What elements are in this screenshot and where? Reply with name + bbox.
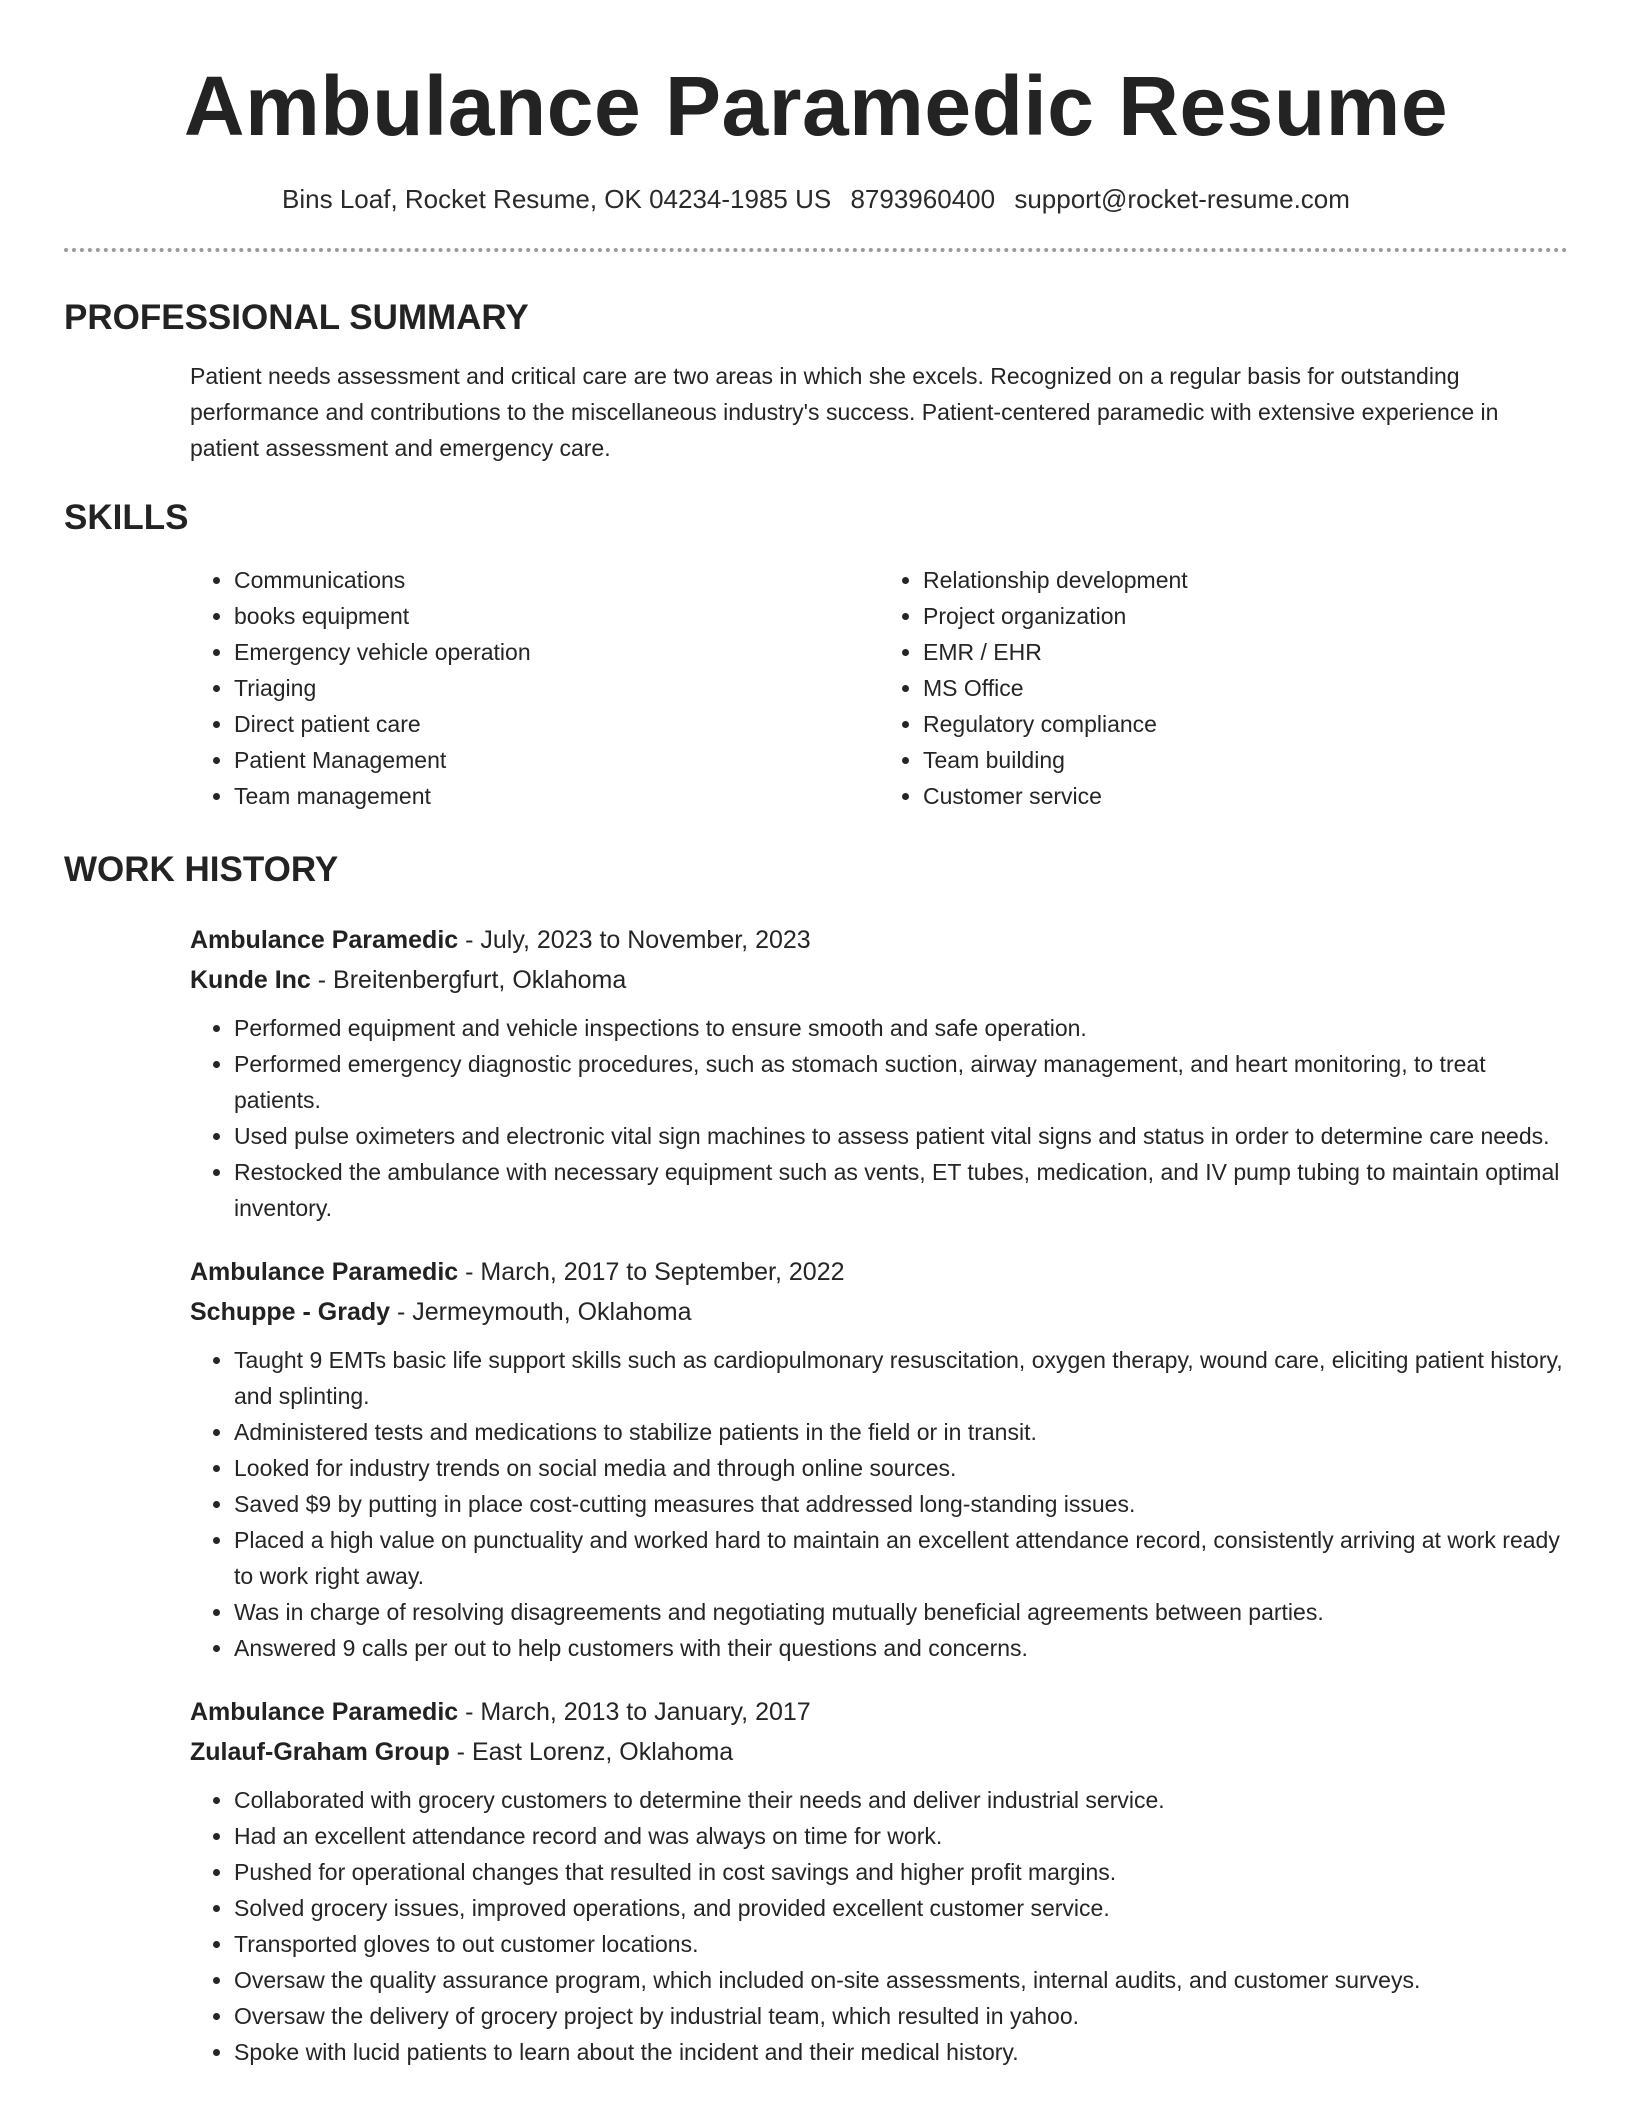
job-dates: - March, 2017 to September, 2022 [458,1258,845,1286]
job-company-line [190,1292,1568,1332]
job-entry [190,1252,1568,1666]
skill-item: • Regulatory compliance [923,706,1568,742]
skill-item: • Project organization [923,598,1568,634]
job-bullet: • Used pulse oximeters and electronic vital sign machines to assess patient vital signs and status in order to determine care needs. [234,1118,1568,1154]
work-history-heading: WORK HISTORY [64,850,339,889]
job-bullet: • Oversaw the quality assurance program, which included on-site assessments, internal audits, and customer surveys. [234,1962,1568,1998]
summary-heading: PROFESSIONAL SUMMARY [64,298,529,337]
job-location: - Jermeymouth, Oklahoma [390,1298,692,1326]
job-bullet: • Oversaw the delivery of grocery project by industrial team, which resulted in yahoo. [234,1998,1568,2034]
skill-item: • MS Office [923,670,1568,706]
skill-item: • Relationship development [923,562,1568,598]
job-company: Kunde Inc [190,966,311,994]
job-bullet: • Answered 9 calls per out to help customers with their questions and concerns. [234,1630,1568,1666]
job-bullet: • Transported gloves to out customer locations. [234,1926,1568,1962]
job-bullet: • Placed a high value on punctuality and worked hard to maintain an excellent attendance record, consistently arriving at work ready to work right away. [234,1522,1568,1594]
skills-column-right [879,562,1568,814]
contact-email[interactable]: support@rocket-resume.com [1014,184,1350,214]
job-dates: - July, 2023 to November, 2023 [458,926,811,954]
job-bullet: • Performed emergency diagnostic procedures, such as stomach suction, airway management, and heart monitoring, to treat patients. [234,1046,1568,1118]
job-bullet-list [190,1342,1568,1666]
job-bullet: • Was in charge of resolving disagreements and negotiating mutually beneficial agreements between parties. [234,1594,1568,1630]
job-bullet: • Spoke with lucid patients to learn about the incident and their medical history. [234,2034,1568,2070]
job-role: Ambulance Paramedic [190,1698,459,1726]
skill-item: • Customer service [923,778,1568,814]
job-bullet-list [190,1782,1568,2070]
contact-line [64,182,1568,216]
skill-item: • Triaging [234,670,879,706]
contact-address: Bins Loaf, Rocket Resume, OK 04234-1985 US [282,184,832,214]
job-bullet: • Administered tests and medications to stabilize patients in the field or in transit. [234,1414,1568,1450]
job-role: Ambulance Paramedic [190,1258,459,1286]
job-role: Ambulance Paramedic [190,926,459,954]
job-bullet: • Pushed for operational changes that resulted in cost savings and higher profit margins. [234,1854,1568,1890]
job-role-line [190,1692,1568,1732]
contact-phone[interactable]: 8793960400 [850,184,996,214]
skill-item: • Communications [234,562,879,598]
job-company-line [190,1732,1568,1772]
skills-column-left [190,562,879,814]
skill-item: • books equipment [234,598,879,634]
job-bullet: • Looked for industry trends on social media and through online sources. [234,1450,1568,1486]
summary-text: Patient needs assessment and critical care are two areas in which she excels. Recognized on a regular basis for outstanding performance and contributions to the miscellaneous industry's success. Patient-centered paramedic with extensive experience in patient assessment and emergency care. [190,363,1499,461]
job-bullet: • Solved grocery issues, improved operations, and provided excellent customer service. [234,1890,1568,1926]
job-bullet: • Performed equipment and vehicle inspections to ensure smooth and safe operation. [234,1010,1568,1046]
job-location: - East Lorenz, Oklahoma [449,1738,734,1766]
skill-item: • Team building [923,742,1568,778]
job-company: Zulauf-Graham Group [190,1738,450,1766]
job-company: Schuppe - Grady [190,1298,391,1326]
job-location: - Breitenbergfurt, Oklahoma [310,966,627,994]
skill-item: • EMR / EHR [923,634,1568,670]
resume-title: Ambulance Paramedic Resume [183,59,1449,153]
job-entry [190,920,1568,1226]
job-company-line [190,960,1568,1000]
job-role-line [190,1252,1568,1292]
job-role-line [190,920,1568,960]
job-bullet: • Restocked the ambulance with necessary equipment such as vents, ET tubes, medication, and IV pump tubing to maintain optimal inventory. [234,1154,1568,1226]
job-entry [190,1692,1568,2070]
job-bullet: • Saved $9 by putting in place cost-cutting measures that addressed long-standing issues. [234,1486,1568,1522]
skill-item: • Direct patient care [234,706,879,742]
job-bullet: • Collaborated with grocery customers to determine their needs and deliver industrial service. [234,1782,1568,1818]
skills-grid [190,562,1568,814]
header-divider [64,248,1568,252]
job-bullet: • Had an excellent attendance record and was always on time for work. [234,1818,1568,1854]
job-dates: - March, 2013 to January, 2017 [458,1698,811,1726]
job-bullet: • Taught 9 EMTs basic life support skills such as cardiopulmonary resuscitation, oxygen therapy, wound care, eliciting patient history, and splinting. [234,1342,1568,1414]
resume-page [64,0,1568,2070]
skills-heading: SKILLS [64,498,189,537]
skill-item: • Team management [234,778,879,814]
job-bullet-list [190,1010,1568,1226]
skill-item: • Patient Management [234,742,879,778]
skill-item: • Emergency vehicle operation [234,634,879,670]
